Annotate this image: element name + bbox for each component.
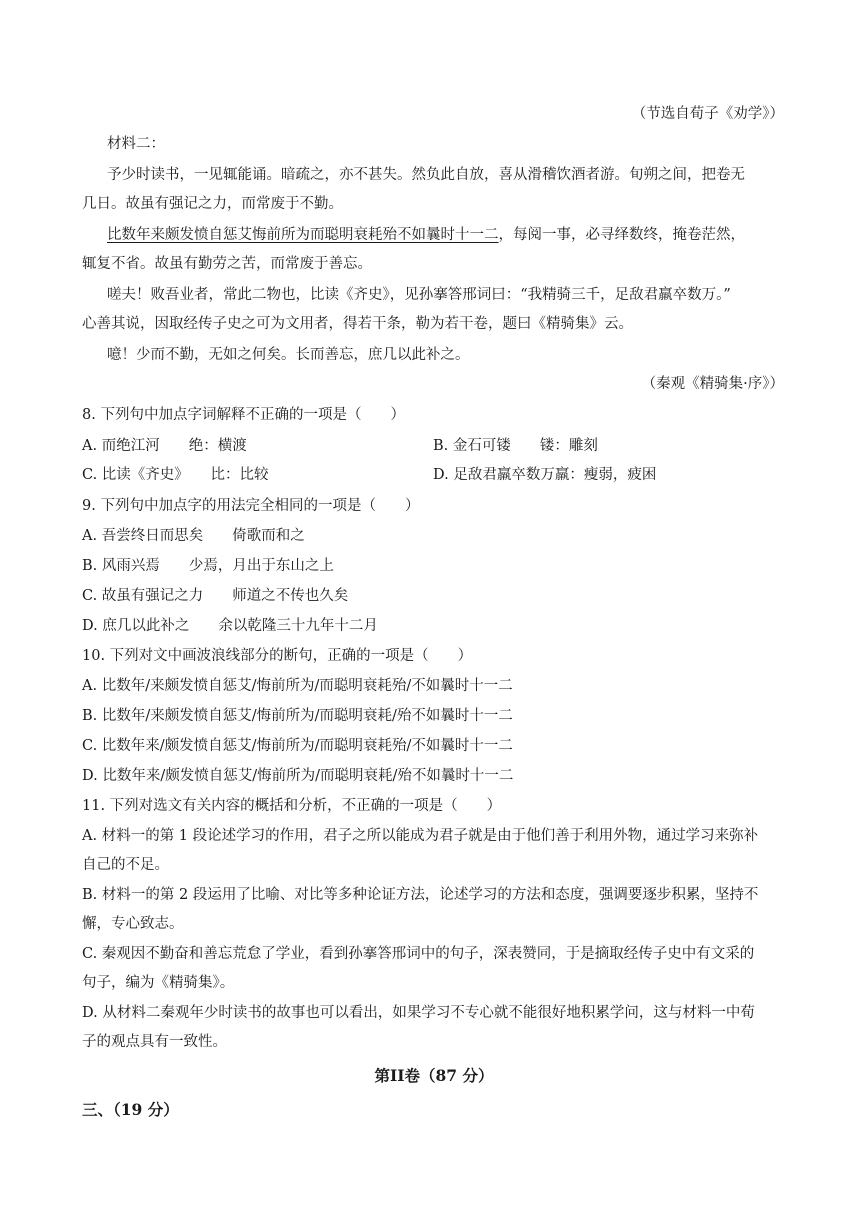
material-2-para1-line2: 几日。故虽有强记之力，而常废于不勤。 (82, 196, 343, 212)
question-11-option-d-line2: 子的观点具有一致性。 (82, 1034, 227, 1050)
question-8-option-d: D. 足敌君羸卒数万羸：瘦弱，疲困 (433, 467, 657, 483)
question-10-stem: 10. 下列对文中画波浪线部分的断句，正确的一项是（ ） (82, 648, 473, 664)
question-10-option-d: D. 比数年来/颇发愤自惩艾/悔前所为/而聪明衰耗/殆不如曩时十一二 (82, 768, 514, 784)
question-9-stem: 9. 下列句中加点字的用法完全相同的一项是（ ） (82, 498, 420, 514)
question-9-option-d: D. 庶几以此补之 余以乾隆三十九年十二月 (82, 618, 378, 634)
question-11-option-b-line2: 懈，专心致志。 (82, 916, 184, 932)
question-10-option-c: C. 比数年来/颇发愤自惩艾/悔前所为/而聪明衰耗殆/不如曩时十一二 (82, 738, 513, 754)
source-note-2: （秦观《精骑集·序》） (641, 376, 784, 392)
question-10-option-b: B. 比数年/来颇发愤自惩艾/悔前所为/而聪明衰耗/殆不如曩时十一二 (82, 708, 513, 724)
wavy-underlined-passage: 比数年来颇发愤自惩艾悔前所为而聪明衰耗殆不如曩时十一二 (107, 227, 499, 243)
material-2-para2-line1 (107, 225, 745, 245)
question-11-option-a-line2: 自己的不足。 (82, 857, 169, 873)
question-11-option-c-line1: C. 秦观因不勤奋和善忘荒怠了学业，看到孙搴答邢词中的句子，深表赞同，于是摘取经传子史中有文采的 (82, 946, 755, 962)
question-11-option-c-line2: 句子，编为《精骑集》。 (82, 975, 235, 991)
question-11-option-a-line1: A. 材料一的第 1 段论述学习的作用，君子之所以能成为君子就是由于他们善于利用外物，通过学习来弥补 (82, 828, 759, 844)
question-8-option-c: C. 比读《齐史》 比：比较 (82, 467, 269, 483)
source-note-1: （节选自荀子《劝学》） (631, 106, 784, 122)
question-11-option-d-line1: D. 从材料二秦观年少时读书的故事也可以看出，如果学习不专心就不能很好地积累学问，这与材料一中荀 (82, 1005, 755, 1021)
question-11-stem: 11. 下列对选文有关内容的概括和分析，不正确的一项是（ ） (82, 798, 502, 814)
question-8-option-a: A. 而绝江河 绝：横渡 (82, 438, 247, 454)
question-8-option-b: B. 金石可镂 镂：雕刻 (433, 438, 598, 454)
para2-continuation: ，每阅一事，必寻绎数终，掩卷茫然， (498, 227, 745, 243)
question-8-stem: 8. 下列句中加点字词解释不正确的一项是（ ） (82, 407, 405, 423)
question-9-option-a: A. 吾尝终日而思矣 倚歌而和之 (82, 528, 305, 544)
material-2-para1-line1: 予少时读书，一见辄能诵。暗疏之，亦不甚失。然负此自放，喜从滑稽饮酒者游。旬朔之间，把卷无 (107, 167, 745, 183)
material-2-para3-line1: 嗟夫！败吾业者，常此二物也，比读《齐史》，见孙搴答邢词曰：“我精骑三千，足敌君羸卒数万。” (107, 287, 731, 303)
material-2-para2-line2: 辄复不省。故虽有勤劳之苦，而常废于善忘。 (82, 256, 372, 272)
question-9-option-b: B. 风雨兴焉 少焉，月出于东山之上 (82, 558, 334, 574)
section-2-title: 第II卷（87 分） (374, 1066, 494, 1085)
material-2-label: 材料二： (107, 136, 165, 152)
section-3-title: 三、（19 分） (82, 1100, 179, 1119)
question-11-option-b-line1: B. 材料一的第 2 段运用了比喻、对比等多种论证方法，论述学习的方法和态度，强调要逐步积累，坚持不 (82, 887, 759, 903)
question-9-option-c: C. 故虽有强记之力 师道之不传也久矣 (82, 588, 349, 604)
question-10-option-a: A. 比数年/来颇发愤自惩艾/悔前所为/而聪明衰耗殆/不如曩时十一二 (82, 678, 513, 694)
material-2-para4: 噫！少而不勤，无如之何矣。长而善忘，庶几以此补之。 (107, 347, 470, 363)
material-2-para3-line2: 心善其说，因取经传子史之可为文用者，得若干条，勒为若干卷，题曰《精骑集》云。 (82, 316, 633, 332)
